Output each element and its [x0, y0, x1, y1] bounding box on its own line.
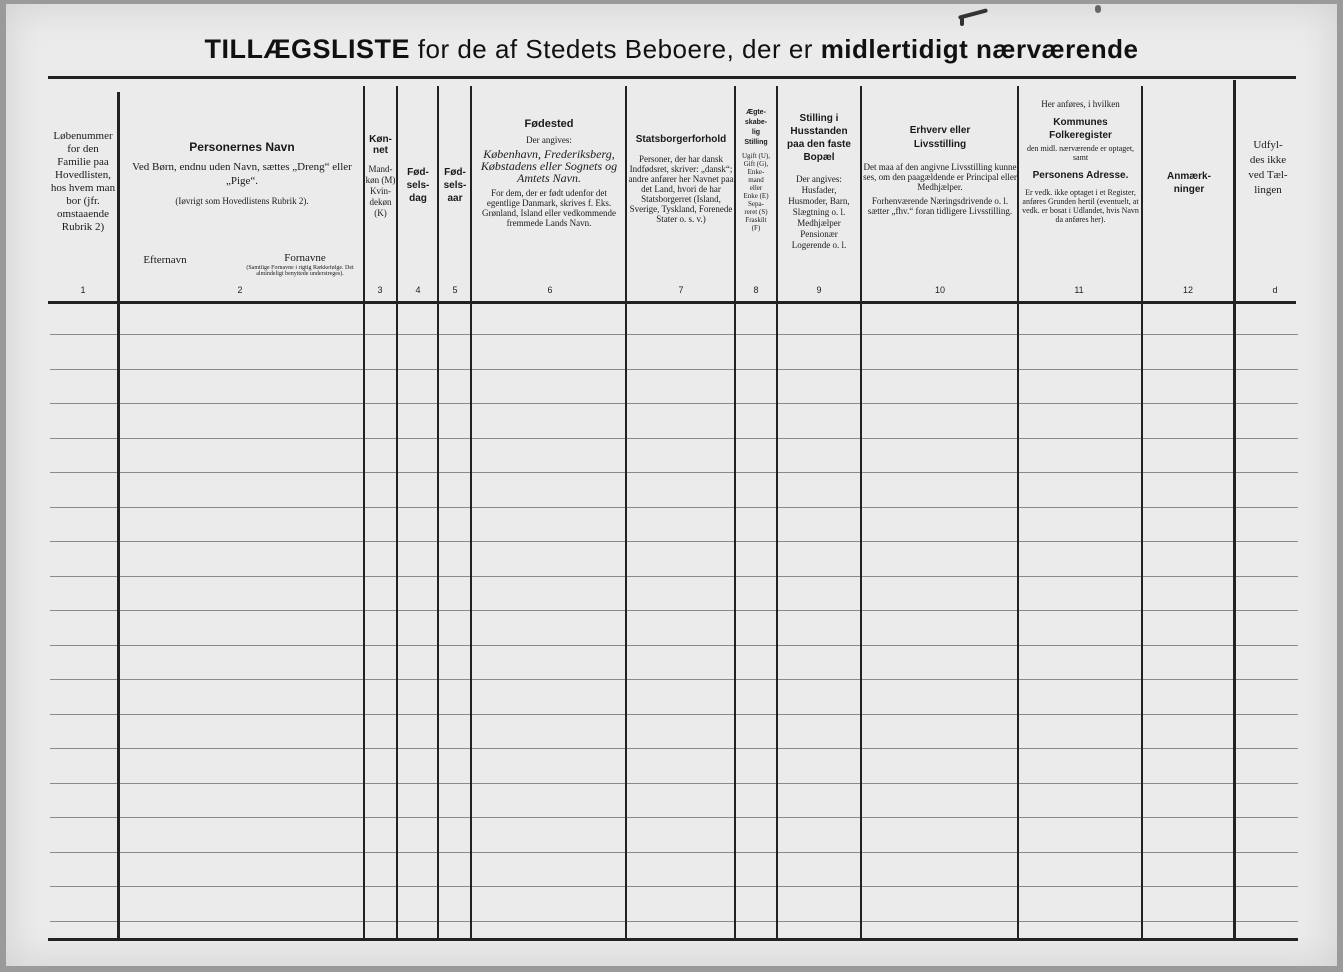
cold-header: Udfyl-des ikke ved Tæl-lingen — [1248, 139, 1288, 196]
col12-number: 12 — [1182, 285, 1193, 295]
ink-smudge — [960, 16, 964, 26]
col7-number: 7 — [678, 285, 684, 295]
column-divider — [396, 86, 398, 938]
col7-header — [628, 134, 734, 224]
top-rule — [48, 76, 1296, 79]
col10-number: 10 — [934, 285, 945, 295]
ruled-line — [50, 679, 1298, 680]
column-divider — [1233, 80, 1236, 938]
ink-smudge — [1095, 5, 1101, 13]
col6-sub: Der angives: — [526, 135, 572, 145]
col11-header — [1020, 98, 1141, 224]
col1-number: 1 — [80, 285, 86, 295]
col10-text1: Det maa af den angivne Livsstilling kunne ses, om den paagældende er Principal eller Medhjælper. — [863, 162, 1017, 192]
col4-heading: Fød-sels-dag — [406, 167, 430, 204]
col3-text: Mand-køn (M) Kvin-dekøn (K) — [365, 164, 396, 218]
ruled-line — [50, 541, 1298, 542]
col9-number: 9 — [816, 285, 822, 295]
col2-fornavne-note: (Samtlige Fornavne i rigtig Rækkefølge. Det almindeligt benyttede understreges). — [246, 265, 354, 277]
column-divider — [437, 86, 439, 938]
col3-heading: Køn-net — [369, 134, 392, 156]
column-divider — [470, 86, 472, 938]
col6-heading: Fødested — [524, 118, 574, 130]
col6-italic: København, Frederiksberg, Købstadens eller Sognets og Amtets Navn. — [480, 147, 618, 185]
col10-heading: Erhverv eller Livsstilling — [909, 125, 971, 150]
col6-text: For dem, der er født udenfor det egentlige Danmark, skrives f. Eks. Grønland, Island eller vedkommende fremmede Lands Navn. — [482, 188, 616, 228]
col11-text: Er vedk. ikke optaget i et Register, anføres Grunden hertil (eventuelt, at vedk. er bosat i Udlandet, hvis Navn da anføres her). — [1022, 188, 1139, 224]
col2-line2: (Iøvrigt som Hovedlistens Rubrik 2). — [175, 196, 309, 206]
col11-heading: Kommunes Folkeregister — [1049, 117, 1112, 141]
ruled-line — [50, 369, 1298, 370]
col9-text: Der angives: Husfader, Husmoder, Barn, Slægtning o. l. Medhjælper Pensionær Logerende o. l. — [788, 174, 850, 250]
col8-text: Ugift (U), Gift (G), Enke-mand eller Enke (E) Sepa-reret (S) Fraskilt (F) — [742, 152, 770, 232]
ruled-line — [50, 817, 1298, 818]
col12-heading: Anmærk-ninger — [1167, 171, 1211, 195]
col2-fornavne: Fornavne — [284, 252, 326, 264]
col2-line1: Ved Børn, endnu uden Navn, sættes „Dreng“ eller „Pige“. — [132, 161, 352, 187]
col11-mid: den midl. nærværende er optaget, samt — [1026, 144, 1135, 162]
ruled-line — [50, 610, 1298, 611]
ruled-line — [50, 783, 1298, 784]
col6-number: 6 — [547, 285, 553, 295]
col4-header — [399, 166, 437, 205]
ruled-line — [50, 886, 1298, 887]
col4-number: 4 — [415, 285, 421, 295]
title-end: midlertidigt nærværende — [820, 34, 1139, 64]
ruled-line — [50, 714, 1298, 715]
ruled-line — [50, 645, 1298, 646]
col7-heading: Statsborgerforhold — [635, 134, 727, 145]
col8-heading: Ægte-skabe-lig Stilling — [744, 109, 768, 146]
col8-number: 8 — [753, 285, 759, 295]
col6-header — [474, 118, 624, 228]
col10-header — [863, 124, 1017, 216]
ruled-line — [50, 852, 1298, 853]
col5-header — [440, 166, 470, 205]
header-bottom-rule — [48, 301, 1296, 304]
col11-heading2: Personens Adresse. — [1032, 170, 1129, 181]
ruled-line — [50, 472, 1298, 473]
col11-pre: Her anføres, i hvilken — [1041, 99, 1120, 109]
column-divider — [776, 86, 778, 938]
col12-header — [1146, 170, 1232, 196]
bottom-rule — [48, 938, 1298, 941]
col9-heading: Stilling i Husstanden paa den faste Bopæl — [787, 113, 851, 163]
col2-heading: Personernes Navn — [189, 140, 295, 154]
col9-header — [779, 112, 859, 251]
column-divider — [117, 92, 120, 938]
title-middle: for de af Stedets Beboere, der er — [417, 34, 813, 64]
col2-header — [122, 140, 362, 208]
col8-header — [736, 108, 776, 232]
ruled-line — [50, 921, 1298, 922]
ruled-line — [50, 438, 1298, 439]
col2-number: 2 — [237, 285, 243, 295]
col3-number: 3 — [377, 285, 383, 295]
column-divider — [1141, 86, 1143, 938]
col11-number: 11 — [1074, 285, 1084, 295]
col5-number: 5 — [452, 285, 458, 295]
ruled-line — [50, 334, 1298, 335]
column-divider — [625, 86, 627, 938]
col10-text2: Forhenværende Næringsdrivende o. l. sætter „fhv.“ foran tidligere Livsstilling. — [867, 196, 1013, 216]
ruled-line — [50, 576, 1298, 577]
col2-efternavn: Efternavn — [143, 254, 187, 266]
col5-heading: Fød-sels-aar — [443, 167, 467, 204]
title-main: TILLÆGSLISTE — [204, 34, 411, 64]
col1-header: Løbenummer for den Familie paa Hovedlisten, hos hvem man bor (jfr. omstaaende Rubrik 2) — [50, 130, 116, 233]
form-title — [0, 34, 1343, 65]
col7-text: Personer, der har dansk Indfødsret, skriver: „dansk“; andre anfører her Navnet paa det Land, hvori de har Statsborgerret (Island, Sverige, Tyskland, Forenede Stater o. s. v.) — [628, 154, 734, 224]
col3-header — [365, 134, 396, 219]
cold-number: d — [1272, 285, 1278, 295]
column-divider — [1017, 86, 1019, 938]
ruled-line — [50, 748, 1298, 749]
column-divider — [860, 86, 862, 938]
ruled-line — [50, 403, 1298, 404]
ruled-line — [50, 507, 1298, 508]
